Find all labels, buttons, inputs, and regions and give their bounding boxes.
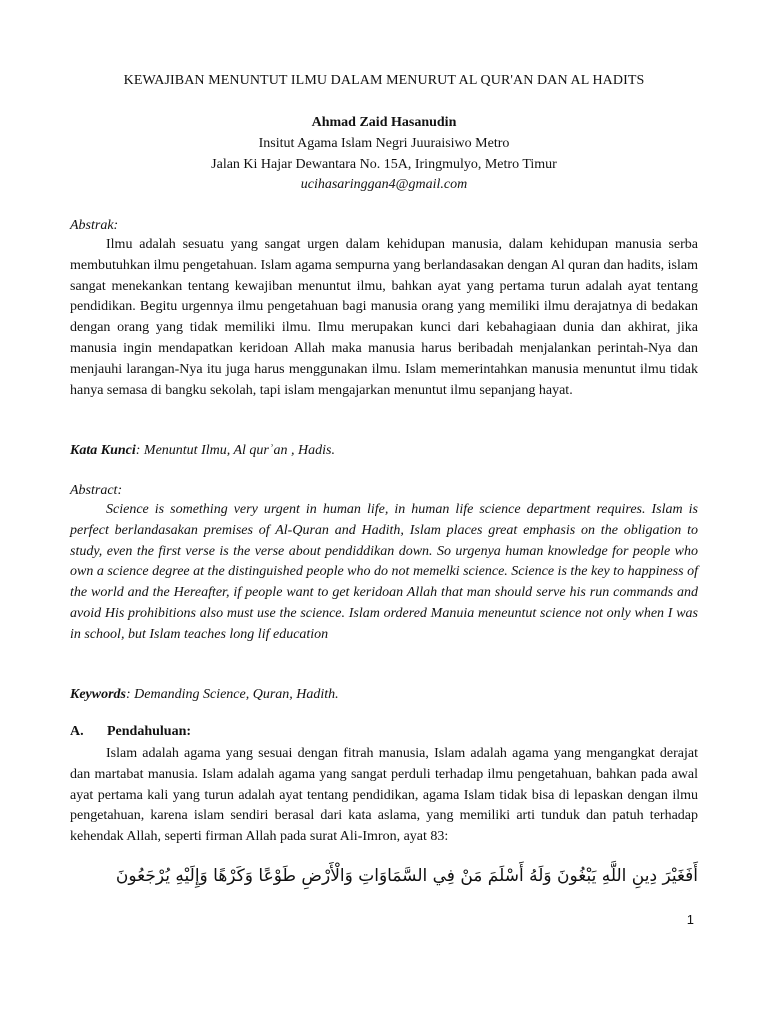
kata-kunci-text: : Menuntut Ilmu, Al qurʾan , Hadis.	[135, 443, 335, 458]
abstrak-text: Ilmu adalah sesuatu yang sangat urgen dalam kehidupan manusia, dalam kehidupan manusia serba membutuhkan ilmu pengetahuan. Islam agama sempurna yang berlandasakan dengan Al quran dan hadits, islam sangat menekankan tentang kewajiban menuntut ilmu, bahkan ayat yang pertama turun adalah ayat tentang pendidikan. Begitu urgennya ilmu pengetahuan bagi manusia orang yang memiliki ilmu derajatnya di bedakan dengan orang yang tidak memiliki ilmu. Ilmu merupakan kunci dari kebahagiaan dunia dan akhirat, jika manusia ingin mendapatkan keridoan Allah maka manusia harus beribadah menjalankan perintah-Nya dan menjauhi larangan-Nya itu juga harus menggunakan ilmu. Islam memerintahkan manusia menuntut ilmu tidak hanya semasa di bangku sekolah, tapi islam mengajarkan menuntut ilmu sepanjang hayat.	[70, 237, 698, 398]
arabic-verse: أَفَغَيْرَ دِينِ اللَّهِ يَبْغُونَ وَلَهُ أَسْلَمَ مَنْ فِي السَّمَاوَاتِ وَالْأَرْضِ طَوْعًا وَكَرْهًا وَإِلَيْهِ يُرْجَعُونَ	[115, 866, 698, 886]
section-a-body	[70, 744, 698, 848]
keywords-label: Keywords	[70, 687, 126, 702]
abstrak-body	[70, 235, 698, 401]
abstract-text: Science is something very urgent in human life, in human life science department requires. Islam is perfect berlandasakan premises of Al-Quran and Hadith, Islam places great emphasis on the obligation to study, even the first verse is the verse about pendiddikan down. So urgenya human knowledge for people who own a science degree at the distinguished people who do not memelki science. Science is the key to happiness of the world and the Hereafter, if people want to get keridoan Allah that man should serve his run commands and avoid His prohibitions also must use the science. Islam ordered Manuia meneuntut science not only when I was in school, but Islam teaches long lif education	[70, 502, 698, 642]
abstract-body	[70, 500, 698, 646]
keywords	[70, 687, 339, 703]
paper-title: KEWAJIBAN MENUNTUT ILMU DALAM MENURUT AL QUR'AN DAN AL HADITS	[123, 73, 645, 88]
section-a-text: Islam adalah agama yang sesuai dengan fitrah manusia, Islam adalah agama yang mengangkat derajat dan martabat manusia. Islam adalah agama yang sangat perduli terhadap ilmu pengetahuan, bahkan pada awal ayat pertama kali yang turun adalah ayat tentang pendidikan, agama Islam tidak bisa di lepaskan dengan ilmu pengetahuan, karena islam sendiri berasal dari kata aslama, yang memiliki arti tunduk dan patuh terhadap kehendak Allah, seperti firman Allah pada surat Ali-Imron, ayat 83:	[70, 746, 698, 845]
author-institution: Insitut Agama Islam Negri Juuraisiwo Metro	[258, 136, 510, 151]
section-a-heading	[70, 724, 191, 740]
section-a-title: Pendahuluan:	[107, 724, 192, 739]
section-a-number: A.	[70, 724, 84, 739]
author-name: Ahmad Zaid Hasanudin	[311, 115, 457, 130]
author-address: Jalan Ki Hajar Dewantara No. 15A, Iringmulyo, Metro Timur	[211, 157, 557, 172]
abstrak-label: Abstrak:	[70, 218, 119, 233]
kata-kunci-label: Kata Kunci	[70, 443, 136, 458]
keywords-text: : Demanding Science, Quran, Hadith.	[126, 687, 339, 702]
page-number: 1	[686, 912, 694, 927]
author-email[interactable]: ucihasaringgan4@gmail.com	[300, 177, 468, 192]
kata-kunci	[70, 443, 335, 459]
abstract-label: Abstract:	[70, 483, 123, 498]
